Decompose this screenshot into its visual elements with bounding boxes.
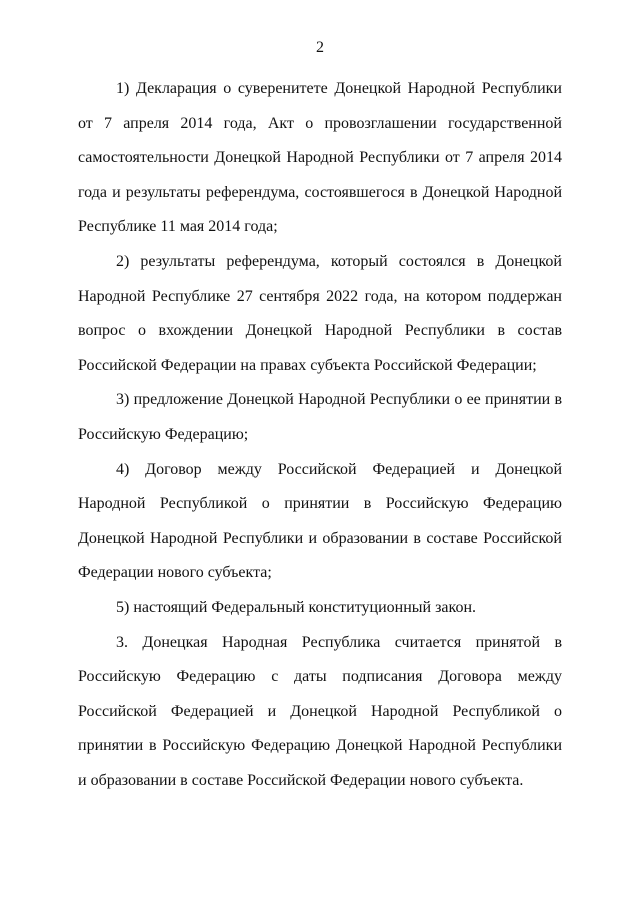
list-item-referendum-2022: 2) результаты референдума, который состоялся в Донецкой Народной Республике 27 сентября 2022 года, на котором поддержан вопрос о вхождении Донецкой Народной Республики в состав Российской Федерации на правах субъекта Российской Федерации; xyxy=(78,252,562,374)
list-item-proposal: 3) предложение Донецкой Народной Республики о ее принятии в Российскую Федерацию; xyxy=(78,391,562,443)
document-body xyxy=(78,72,562,798)
list-item-constitutional-law: 5) настоящий Федеральный конституционный закон. xyxy=(116,598,477,616)
list-item-treaty: 4) Договор между Российской Федерацией и Донецкой Народной Республикой о принятии в Российскую Федерацию Донецкой Народной Республики и образовании в составе Российской Федерации нового субъекта; xyxy=(78,460,562,582)
page-number: 2 xyxy=(316,39,324,56)
article-paragraph-3: 3. Донецкая Народная Республика считается принятой в Российскую Федерацию с даты подписания Договора между Российской Федерацией и Донецкой Народной Республикой о принятии в Российскую Федерацию Донецкой Народной Республики и образовании в составе Российской Федерации нового субъекта. xyxy=(78,633,562,789)
list-item-declaration: 1) Декларация о суверенитете Донецкой Народной Республики от 7 апреля 2014 года, Акт о провозглашении государственной самостоятельности Донецкой Народной Республики от 7 апреля 2014 года и результаты референдума, состоявшегося в Донецкой Народной Республике 11 мая 2014 года; xyxy=(78,80,562,236)
